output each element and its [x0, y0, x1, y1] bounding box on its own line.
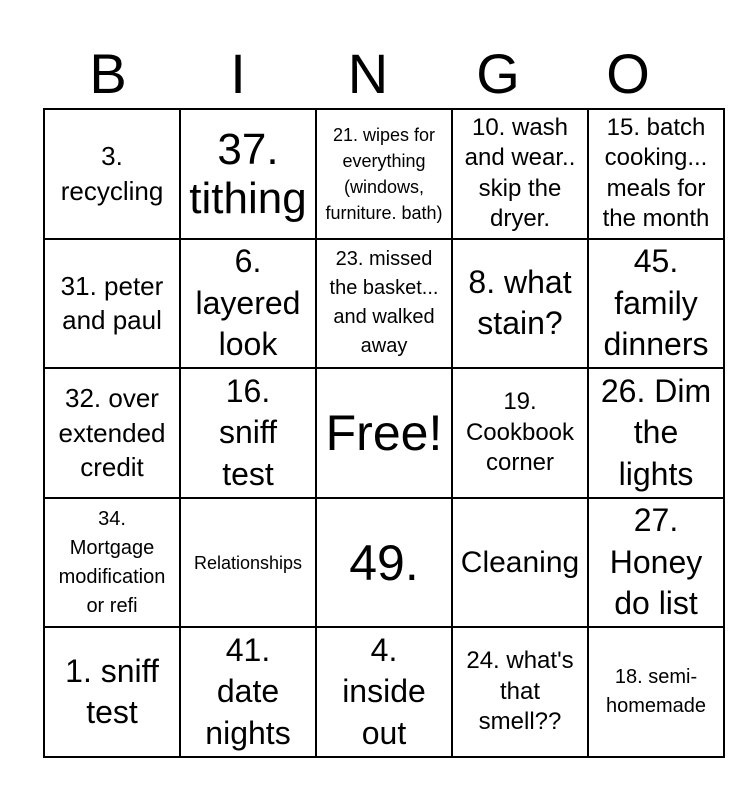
cell-label: 10. wash and wear.. skip the dryer.	[464, 113, 576, 233]
cell-label: Relationships	[193, 552, 303, 573]
board-row	[44, 498, 724, 628]
cell-label: 6. layered look	[195, 243, 301, 363]
bingo-board	[43, 108, 725, 758]
bingo-cell[interactable]	[452, 109, 588, 239]
board-row	[44, 239, 724, 369]
bingo-cell[interactable]	[316, 498, 452, 628]
cell-label: 41. date nights	[205, 631, 291, 751]
cell-label: 8. what stain?	[468, 263, 572, 342]
bingo-cell[interactable]	[44, 368, 180, 498]
bingo-cell[interactable]	[180, 498, 316, 628]
bingo-cell[interactable]	[316, 239, 452, 369]
cell-label: 45. family dinners	[603, 243, 709, 363]
bingo-cell[interactable]	[180, 109, 316, 239]
cell-label: Cleaning	[460, 545, 580, 579]
header-letter-n: N	[347, 42, 389, 105]
cell-label: 37. tithing	[189, 124, 307, 223]
bingo-cell[interactable]	[180, 368, 316, 498]
board-row	[44, 627, 724, 757]
cell-label: 19. Cookbook corner	[465, 388, 575, 477]
bingo-cell[interactable]	[452, 368, 588, 498]
bingo-cell[interactable]	[588, 109, 724, 239]
cell-label: 4. inside out	[342, 631, 426, 751]
free-space-label: Free!	[325, 404, 443, 461]
board-row	[44, 368, 724, 498]
cell-label: 27. Honey do list	[609, 502, 703, 622]
cell-label: 26. Dim the lights	[600, 372, 712, 492]
bingo-cell[interactable]	[452, 239, 588, 369]
cell-label: 21. wipes for everything (windows, furniture. bath)	[325, 124, 443, 223]
bingo-cell[interactable]	[44, 627, 180, 757]
bingo-cell[interactable]	[44, 109, 180, 239]
bingo-header	[43, 40, 693, 108]
bingo-cell[interactable]	[452, 498, 588, 628]
bingo-cell[interactable]	[44, 239, 180, 369]
cell-label: 31. peter and paul	[60, 270, 164, 336]
free-space[interactable]	[316, 368, 452, 498]
cell-label: 18. semi- homemade	[605, 666, 707, 718]
bingo-cell[interactable]	[316, 627, 452, 757]
cell-label: 3. recycling	[60, 140, 164, 206]
bingo-cell[interactable]	[44, 498, 180, 628]
cell-label: 32. over extended credit	[58, 382, 166, 483]
header-letter-i: I	[230, 42, 246, 105]
bingo-cell[interactable]	[588, 239, 724, 369]
header-letter-b: B	[89, 42, 127, 105]
header-letter-g: G	[476, 42, 520, 105]
cell-label: 34. Mortgage modification or refi	[58, 507, 166, 617]
cell-label: 1. sniff test	[65, 652, 159, 731]
cell-label: 24. what's that smell??	[466, 647, 574, 736]
bingo-cell[interactable]	[588, 498, 724, 628]
bingo-cell[interactable]	[180, 239, 316, 369]
cell-label: 15. batch cooking... meals for the month	[602, 113, 710, 233]
bingo-cell[interactable]	[316, 109, 452, 239]
bingo-cell[interactable]	[588, 368, 724, 498]
board-row	[44, 109, 724, 239]
bingo-cell[interactable]	[180, 627, 316, 757]
cell-label: 23. missed the basket... and walked away	[329, 248, 439, 358]
bingo-cell[interactable]	[452, 627, 588, 757]
cell-label: 49.	[349, 534, 419, 591]
header-letter-o: O	[606, 42, 650, 105]
bingo-cell[interactable]	[588, 627, 724, 757]
cell-label: 16. sniff test	[218, 372, 278, 492]
